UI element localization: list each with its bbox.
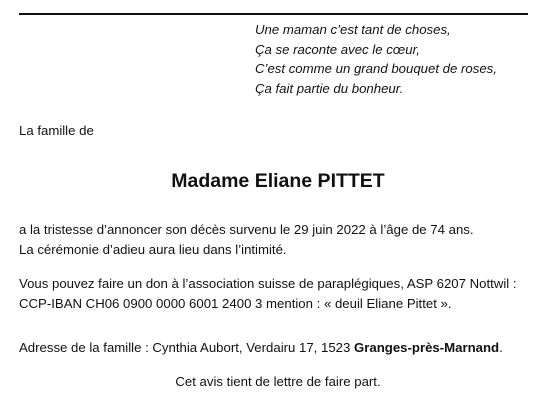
top-divider <box>19 13 528 15</box>
poem-line: Ça se raconte avec le cœur, <box>255 41 420 57</box>
closing-note: Cet avis tient de lettre de faire part. <box>175 374 381 389</box>
announcement-paragraph <box>19 220 474 259</box>
poem-line: Une maman c’est tant de choses, <box>255 22 451 37</box>
family-address <box>19 338 503 358</box>
iban-line: CCP-IBAN CH06 0900 0000 6001 2400 3 mention : « deuil Eliane Pittet ». <box>19 295 452 311</box>
poem <box>255 20 497 98</box>
address-suffix: . <box>499 340 503 355</box>
donation-paragraph <box>19 274 517 313</box>
announcement-line: a la tristesse d’annoncer son décès survenu le 29 juin 2022 à l’âge de 74 ans. <box>19 222 474 237</box>
address-text: Adresse de la famille : Cynthia Aubort, Verdairu 17, 1523 <box>19 340 355 355</box>
poem-line: C’est comme un grand bouquet de roses, <box>255 61 497 76</box>
poem-line: Ça fait partie du bonheur. <box>255 80 404 96</box>
donation-line: Vous pouvez faire un don à l’association suisse de paraplégiques, ASP 6207 Nottwil : <box>19 276 517 291</box>
address-locality: Granges-près-Marnand <box>354 340 500 355</box>
family-intro: La famille de <box>19 123 94 138</box>
deceased-name: Madame Eliane PITTET <box>171 170 385 192</box>
ceremony-line: La cérémonie d’adieu aura lieu dans l’intimité. <box>19 241 287 257</box>
